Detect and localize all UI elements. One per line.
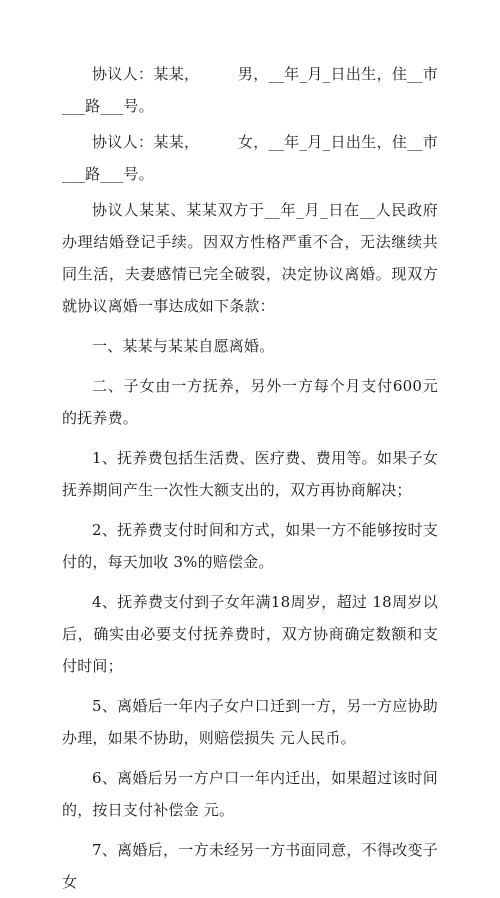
document-body	[62, 58, 438, 898]
sub-clause-2-paragraph: 2、抚养费支付时间和方式，如果一方不能够按时支付的，每天加收 3%的赔偿金。	[62, 521, 438, 571]
sub-clause-7-paragraph: 7、离婚后，一方未经另一方书面同意，不得改变子女	[62, 841, 438, 891]
party-two-paragraph: 协议人：某某， 女，__年_月_日出生，住__市___路___号。	[62, 133, 438, 183]
sub-clause-1-paragraph: 1、抚养费包括生活费、医疗费、费用等。如果子女抚养期间产生一次性大额支出的，双方再协商解决；	[62, 449, 438, 499]
clause-2-paragraph: 二、子女由一方抚养，另外一方每个月支付600元的抚养费。	[62, 377, 438, 427]
sub-clause-6-paragraph: 6、离婚后另一方户口一年内迁出，如果超过该时间的，按日支付补偿金 元。	[62, 769, 438, 819]
clause-1-paragraph: 一、某某与某某自愿离婚。	[92, 337, 275, 355]
preamble-paragraph: 协议人某某、某某双方于__年_月_日在__人民政府办理结婚登记手续。因双方性格严重不合，无法继续共同生活，夫妻感情已完全破裂，决定协议离婚。现双方就协议离婚一事达成如下条款：	[62, 201, 438, 315]
sub-clause-5-paragraph: 5、离婚后一年内子女户口迁到一方，另一方应协助办理，如果不协助，则赔偿损失 元人民币。	[62, 697, 438, 747]
sub-clause-4-paragraph: 4、抚养费支付到子女年满18周岁，超过 18周岁以后，确实由必要支付抚养费时，双方协商确定数额和支付时间；	[62, 593, 438, 675]
party-one-paragraph: 协议人：某某， 男，__年_月_日出生，住__市___路___号。	[62, 65, 438, 115]
